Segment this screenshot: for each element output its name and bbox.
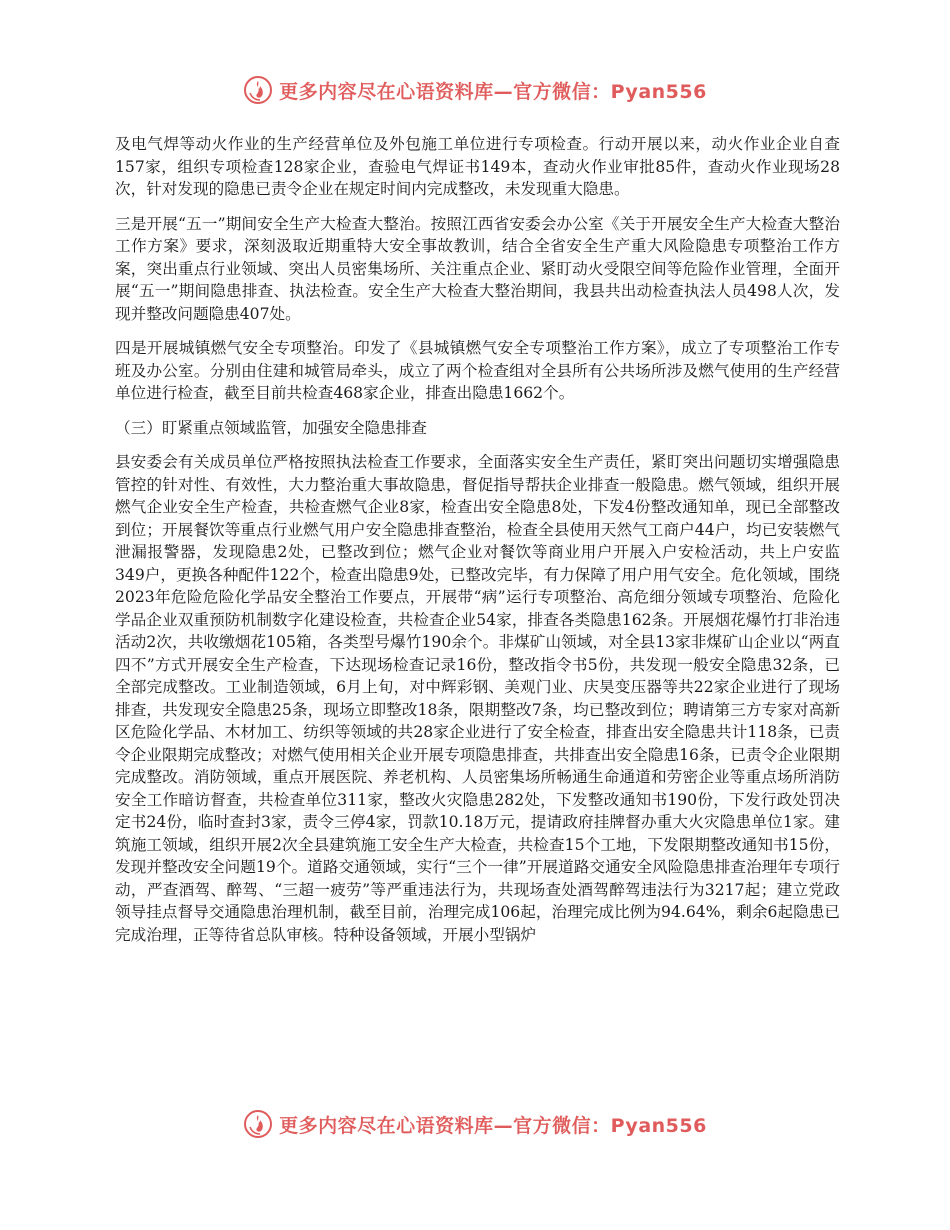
footer-watermark-banner [0, 1104, 950, 1144]
flame-logo-icon [243, 1109, 273, 1139]
paragraph-key-areas: 县安委会有关成员单位严格按照执法检查工作要求，全面落实安全生产责任，紧盯突出问题切实增强隐患管控的针对性、有效性，大力整治重大事故隐患，督促指导帮扶企业排查一般隐患。燃气领域，组织开展燃气企业安全生产检查，共检查燃气企业8家，检查出安全隐患8处，下发4份整改通知单，现已全部整改到位；开展餐饮等重点行业燃气用户安全隐患排查整治，检查全县使用天然气工商户44户，均已安装燃气泄漏报警器，发现隐患2处，已整改到位；燃气企业对餐饮等商业用户开展入户安检活动，共上户安监349户，更换各种配件122个，检查出隐患9处，已整改完毕，有力保障了用户用气安全。危化领域，围绕2023年危险危险化学品安全整治工作要点，开展带“病”运行专项整治、高危细分领域专项整治、危险化学品企业双重预防机制数字化建设检查，共检查企业54家，排查各类隐患162条。开展烟花爆竹打非治违活动2次，共收缴烟花105箱，各类型号爆竹190余个。非煤矿山领域，对全县13家非煤矿山企业以“两直四不”方式开展安全生产检查，下达现场检查记录16份，整改指令书5份，共发现一般安全隐患32条，已全部完成整改。工业制造领域，6月上旬，对中辉彩钢、美观门业、庆昊变压器等共22家企业进行了现场排查，共发现安全隐患25条，现场立即整改18条，限期整改7条，均已整改到位；聘请第三方专家对高新区危险化学品、木材加工、纺织等领域的共28家企业进行了安全检查，排查出安全隐患共计118条，已责令企业限期完成整改；对燃气使用相关企业开展专项隐患排查，共排查出安全隐患16条，已责令企业限期完成整改。消防领域，重点开展医院、养老机构、人员密集场所畅通生命通道和劳密企业等重点场所消防安全工作暗访督查，共检查单位311家，整改火灾隐患282处，下发整改通知书190份，下发行政处罚决定书24份，临时查封3家，责令三停4家，罚款10.18万元，提请政府挂牌督办重大火灾隐患单位1家。建筑施工领域，组织开展2次全县建筑施工安全生产大检查，共检查15个工地，下发限期整改通知书15份，发现并整改安全问题19个。道路交通领域，实行“三个一律”开展道路交通安全风险隐患排查治理年专项行动，严查酒驾、醉驾、“三超一疲劳”等严重违法行为，共现场查处酒驾醉驾违法行为3217起；建立党政领导挂点督导交通隐患治理机制，截至目前，治理完成106起，治理完成比例为94.64%，剩余6起隐患已完成治理，正等待省总队审核。特种设备领域，开展小型锅炉 [115, 453, 840, 944]
header-watermark-banner [0, 70, 950, 110]
document-body [115, 133, 840, 958]
flame-logo-icon [243, 75, 273, 105]
paragraph-may-day-inspection: 三是开展“五一”期间安全生产大检查大整治。按照江西省安委会办公室《关于开展安全生产大检查大整治工作方案》要求，深刻汲取近期重特大安全事故教训，结合全省安全生产重大风险隐患专项整治工作方案，突出重点行业领域、突出人员密集场所、关注重点企业、紧盯动火受限空间等危险作业管理，全面开展“五一”期间隐患排查、执法检查。安全生产大检查大整治期间，我县共出动检查执法人员498人次，发现并整改问题隐患407处。 [115, 214, 840, 323]
paragraph-hot-work-inspection: 及电气焊等动火作业的生产经营单位及外包施工单位进行专项检查。行动开展以来，动火作业企业自查157家，组织专项检查128家企业，查验电气焊证书149本，查动火作业审批85件，查动火作业现场28次，针对发现的隐患已责令企业在规定时间内完成整改，未发现重大隐患。 [115, 135, 840, 198]
paragraph-gas-safety: 四是开展城镇燃气安全专项整治。印发了《县城镇燃气安全专项整治工作方案》，成立了专项整治工作专班及办公室。分别由住建和城管局牵头，成立了两个检查组对全县所有公共场所涉及燃气使用的生产经营单位进行检查，截至目前共检查468家企业，排查出隐患1662个。 [115, 339, 840, 402]
banner-text: 更多内容尽在心语资料库—官方微信：Pyan556 [279, 1114, 707, 1137]
section-heading: （三）盯紧重点领域监管，加强安全隐患排查 [115, 418, 427, 437]
banner-text: 更多内容尽在心语资料库—官方微信：Pyan556 [279, 80, 707, 103]
